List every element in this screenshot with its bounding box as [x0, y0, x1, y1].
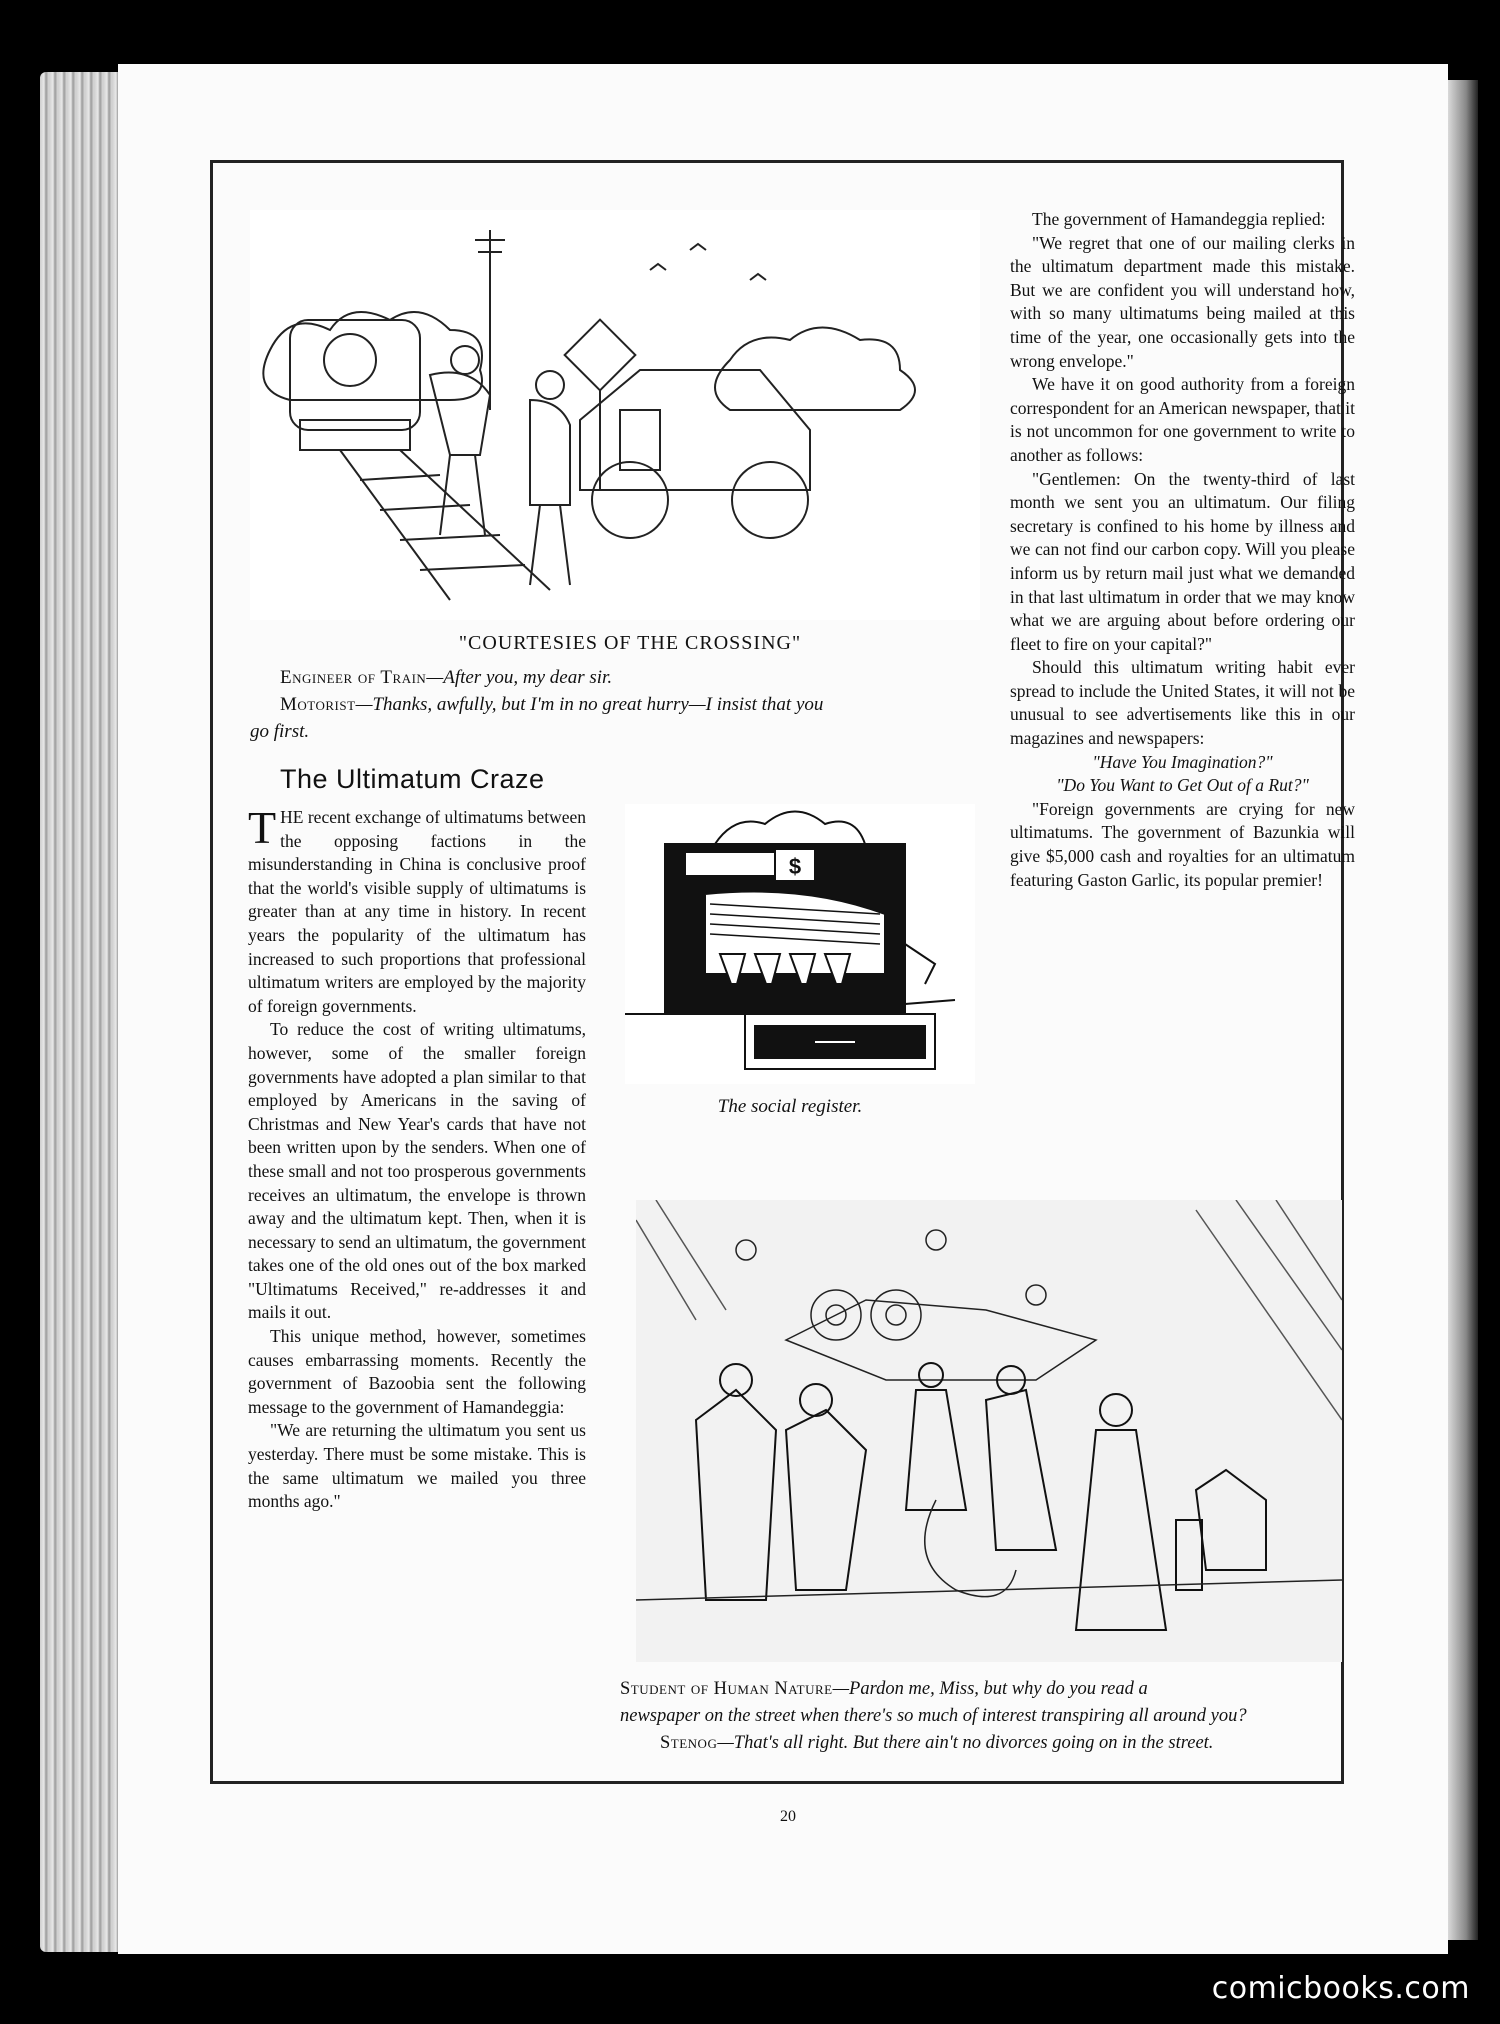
crossing-caption-line-1: [280, 664, 612, 691]
crossing-illustration: [250, 210, 980, 620]
right-paragraph-3: We have it on good authority from a foreign correspondent for an American newspaper, that it is not uncommon for one government to write to another as follows:: [1010, 374, 1355, 465]
dropcap: T: [248, 802, 277, 853]
page-right-edge: [1448, 80, 1478, 1940]
student-line: —Pardon me, Miss, but why do you read a: [832, 1679, 1148, 1699]
right-paragraph-1: The government of Hamandeggia replied:: [1032, 209, 1326, 229]
student-line-cont: newspaper on the street when there's so much of interest transpiring all around you?: [620, 1706, 1247, 1726]
paragraph-2: To reduce the cost of writing ultimatums, however, some of the smaller foreign governments have adopted a plan similar to that employed by Americans in the saving of Christmas and New Year's cards that have not been written upon by the senders. When one of these small and not too prosperous governments receives an ultimatum, the envelope is thrown away and the ultimatum kept. Then, when it is necessary to send an ultimatum, the government takes one of the old ones out of the box marked "Ultimatums Received," re-addresses it and mails it out.: [248, 1019, 586, 1323]
watermark: comicbooks.com: [1211, 1971, 1470, 2006]
page-number: 20: [780, 1808, 796, 1825]
crossing-caption-line-2: [280, 691, 980, 718]
motorist-speaker: Motorist: [280, 694, 356, 715]
article-heading: The Ultimatum Craze: [280, 764, 545, 794]
paragraph-4: "We are returning the ultimatum you sent us yesterday. There must be some mistake. This is the same ultimatum we mailed you three months ago.": [248, 1420, 586, 1512]
street-caption-line-2: [620, 1703, 1350, 1730]
register-dollar-sign: $: [788, 854, 802, 879]
motorist-line: —Thanks, awfully, but I'm in no great hurry—I insist that you: [355, 694, 824, 715]
paragraph-3: This unique method, however, sometimes causes embarrassing moments. Recently the government of Bazoobia sent the following message to the government of Hamandeggia:: [248, 1326, 586, 1417]
ad-line-2: "Do You Want to Get Out of a Rut?": [1056, 775, 1309, 796]
book-page-stack: [40, 72, 130, 1952]
paragraph-1: THE recent exchange of ultimatums between the opposing factions in the misunderstanding in China is conclusive proof that the world's visible supply of ultimatums is greater than at any time in history. In recent years the popularity of the ultimatum has increased to such proportions that professional ultimatum writers are employed by the majority of foreign governments.: [248, 802, 586, 1016]
street-caption-line-3: [660, 1730, 1390, 1757]
right-paragraph-2: "We regret that one of our mailing clerks in the ultimatum department made this mistake. But we are confident you will understand how, with so many ultimatums being mailed at this time of the year, one occasionally gets into the wrong envelope.": [1010, 232, 1355, 371]
social-register-caption: The social register.: [717, 1096, 863, 1117]
article-right-column: [1010, 208, 1355, 892]
engineer-line: —After you, my dear sir.: [426, 667, 613, 688]
crossing-caption-line-3: [250, 718, 309, 745]
street-caption-line-1: [620, 1676, 1350, 1703]
street-scene-illustration: [636, 1200, 1342, 1662]
motorist-line-cont: go first.: [250, 721, 310, 742]
ad-line-1: "Have You Imagination?": [1092, 751, 1273, 772]
student-speaker: Student of Human Nature: [620, 1679, 833, 1699]
right-paragraph-4: "Gentlemen: On the twenty-third of last month we sent you an ultimatum. Our filing secretary is confined to his home by illness and we can not find our carbon copy. Will you please inform us by return mail just what we demanded in that last ultimatum in order that we may know what we are arguing about before ordering our fleet to fire on your capital?": [1010, 468, 1355, 654]
stenog-speaker: Stenog: [660, 1733, 718, 1753]
right-paragraph-6: "Foreign governments are crying for new ultimatums. The government of Bazunkia will give $5,000 cash and royalties for an ultimatum featuring Gaston Garlic, its popular premier!: [1010, 798, 1355, 890]
crossing-caption-title: "COURTESIES OF THE CROSSING": [458, 632, 802, 654]
article-left-column: [248, 802, 586, 1514]
engineer-speaker: Engineer of Train: [280, 667, 427, 688]
stenog-line: —That's all right. But there ain't no divorces going on in the street.: [717, 1733, 1214, 1753]
cash-register-illustration: [625, 804, 975, 1084]
right-paragraph-5: Should this ultimatum writing habit ever spread to include the United States, it will not be unusual to see advertisements like this in our magazines and newspapers:: [1010, 657, 1355, 749]
